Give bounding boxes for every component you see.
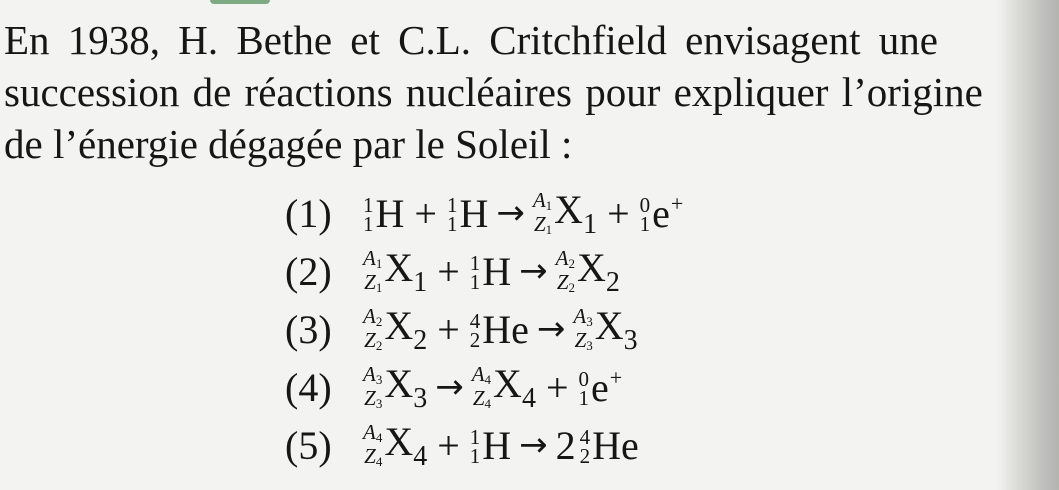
mass-number-value: A (363, 420, 376, 444)
atomic-number-subscript: 4 (375, 454, 383, 469)
nuclide-indices (363, 246, 383, 297)
nuclide (533, 186, 597, 241)
atomic-number-value: 1 (639, 212, 651, 236)
mass-number-value: A (573, 304, 587, 328)
element-symbol (384, 244, 427, 299)
atomic-number-value: Z (364, 270, 376, 294)
atomic-number (556, 270, 575, 297)
atomic-number-value: 1 (578, 386, 589, 410)
atomic-number (446, 212, 458, 236)
atomic-number-value: Z (533, 212, 546, 236)
intro-paragraph (4, 14, 1044, 170)
nuclide (470, 248, 511, 295)
plus-sign: + (607, 190, 630, 236)
nuclide-indices (363, 420, 383, 471)
nuclide (363, 360, 427, 415)
element-symbol (384, 418, 427, 473)
element-subscript: 2 (605, 266, 620, 298)
element-symbol (591, 364, 622, 411)
charge-superscript: + (609, 364, 623, 390)
atomic-number-value: Z (364, 328, 376, 352)
atomic-number-subscript: 1 (375, 280, 383, 295)
mass-number-value: A (363, 246, 376, 270)
reaction-row (285, 242, 1005, 300)
reaction-arrow: → (536, 309, 566, 349)
mass-number-subscript: 3 (375, 372, 383, 387)
mass-number-subscript: 4 (375, 430, 383, 445)
reaction-equation (363, 244, 620, 299)
mass-number-value: 1 (469, 251, 481, 275)
element-symbol-text: H (375, 190, 405, 236)
atomic-number-value: Z (556, 270, 569, 294)
atomic-number-value: Z (364, 386, 376, 410)
element-symbol-text: H (482, 248, 512, 294)
atomic-number-value: 1 (363, 212, 374, 236)
element-symbol-text: X (384, 302, 414, 348)
nuclide (579, 364, 623, 411)
element-symbol (482, 306, 529, 353)
nuclide-indices (469, 425, 481, 468)
atomic-number (472, 386, 492, 413)
atomic-number-value: 2 (469, 328, 481, 352)
atomic-number-subscript: 1 (545, 222, 553, 237)
reaction-number: (4) (285, 364, 332, 410)
mass-number-subscript: 1 (545, 198, 553, 213)
reaction-arrow: → (519, 251, 548, 291)
atomic-number (364, 444, 383, 471)
nuclide (363, 302, 427, 357)
atomic-number (639, 212, 651, 236)
plus-sign: + (414, 190, 437, 236)
nuclide-indices (555, 246, 575, 297)
element-symbol (459, 190, 488, 237)
element-subscript: 2 (413, 324, 428, 356)
mass-number-value: 0 (639, 193, 651, 217)
atomic-number-value: Z (472, 386, 485, 410)
element-symbol-text: X (384, 244, 414, 290)
element-symbol (482, 248, 511, 295)
stoichiometric-coefficient: 2 (555, 422, 576, 468)
element-symbol (384, 360, 427, 415)
paragraph-line: de l’énergie dégagée par le Soleil : (4, 121, 573, 167)
nuclide-indices (579, 425, 591, 468)
plus-sign: + (545, 364, 569, 410)
atomic-number (364, 386, 383, 413)
nuclide-indices (532, 188, 553, 239)
mass-number-subscript: 1 (375, 256, 383, 271)
atomic-number-value: Z (364, 444, 376, 468)
mass-number-value: A (363, 304, 376, 328)
reaction-row (285, 300, 1005, 358)
element-subscript: 1 (413, 266, 428, 298)
nuclide (472, 360, 536, 415)
mass-number-value: A (471, 362, 485, 386)
element-subscript: 3 (413, 382, 428, 414)
atomic-number-subscript: 4 (484, 396, 492, 411)
element-subscript: 1 (583, 208, 598, 240)
element-subscript: 4 (521, 382, 536, 414)
reaction-number: (2) (285, 248, 332, 294)
nuclide (556, 422, 639, 469)
nuclide-indices (469, 251, 481, 294)
mass-number-subscript: 4 (484, 372, 492, 387)
element-symbol (554, 186, 597, 241)
nuclide-indices (446, 193, 458, 236)
nuclide-indices (363, 193, 374, 236)
element-symbol-text: e (652, 190, 670, 236)
nuclide-indices (573, 304, 593, 355)
element-symbol-text: He (592, 422, 639, 468)
atomic-number (579, 444, 591, 468)
mass-number-value: 1 (469, 425, 481, 449)
nuclide-indices (639, 193, 651, 236)
element-symbol (652, 190, 683, 237)
nuclide (573, 302, 637, 357)
mass-number-value: 4 (579, 425, 591, 449)
nuclide (470, 422, 511, 469)
top-decorative-mark (210, 0, 270, 4)
mass-number-subscript: 2 (568, 256, 575, 271)
element-symbol (595, 302, 638, 357)
reaction-arrow: → (496, 193, 525, 233)
reaction-row (285, 416, 1005, 474)
atomic-number (364, 270, 383, 297)
atomic-number-subscript: 3 (375, 396, 383, 411)
reaction-arrow: → (519, 425, 548, 465)
paragraph-line: En 1938, H. Bethe et C.L. Critchfield envisagent une (4, 17, 938, 63)
reaction-number: (1) (285, 190, 332, 236)
element-symbol (482, 422, 511, 469)
reaction-number: (3) (285, 306, 332, 352)
atomic-number (574, 328, 593, 355)
atomic-number (469, 444, 481, 468)
reaction-equation (363, 302, 638, 357)
nuclide (470, 306, 529, 353)
element-subscript: 4 (413, 440, 428, 472)
mass-number-subscript: 2 (375, 314, 383, 329)
nuclide-indices (578, 367, 590, 410)
element-symbol-text: X (493, 360, 522, 406)
reaction-row (285, 184, 1005, 242)
mass-number-subscript: 3 (586, 314, 593, 329)
element-symbol-text: X (594, 302, 624, 348)
nuclide (363, 190, 404, 237)
plus-sign: + (437, 248, 460, 294)
element-symbol-text: X (577, 244, 606, 290)
nuclide-indices (363, 362, 383, 413)
mass-number-value: A (363, 362, 376, 386)
atomic-number-subscript: 3 (586, 338, 593, 353)
element-symbol (376, 190, 405, 237)
reaction-equation (363, 418, 639, 473)
element-subscript: 3 (623, 324, 638, 356)
atomic-number (364, 328, 383, 355)
charge-superscript: + (670, 190, 684, 216)
atomic-number-value: 1 (446, 212, 458, 236)
nuclide (363, 418, 427, 473)
plus-sign: + (437, 422, 460, 468)
atomic-number-value: Z (574, 328, 587, 352)
atomic-number (363, 212, 374, 236)
nuclide-indices (363, 304, 383, 355)
element-symbol-text: e (591, 364, 609, 410)
element-symbol (384, 302, 427, 357)
reaction-equation (363, 360, 622, 415)
atomic-number (469, 270, 481, 294)
mass-number-value: 0 (578, 367, 589, 391)
nuclide (447, 190, 488, 237)
element-symbol-text: H (459, 190, 489, 236)
reaction-arrow: → (435, 367, 464, 407)
element-symbol (493, 360, 536, 415)
atomic-number (469, 328, 481, 352)
mass-number-value: A (555, 246, 569, 270)
element-symbol-text: X (384, 360, 414, 406)
atomic-number-subscript: 2 (568, 280, 575, 295)
element-symbol-text: H (482, 422, 512, 468)
atomic-number-subscript: 2 (375, 338, 383, 353)
reaction-equation (363, 186, 683, 241)
mass-number-value: A (532, 188, 546, 212)
element-symbol (577, 244, 620, 299)
nuclide (556, 244, 620, 299)
atomic-number-value: 1 (469, 444, 481, 468)
plus-sign: + (437, 306, 460, 352)
element-symbol-text: He (482, 306, 529, 352)
mass-number-value: 1 (446, 193, 458, 217)
reaction-list (285, 184, 1005, 474)
reaction-row (285, 358, 1005, 416)
scanned-page-edge (997, 0, 1059, 490)
element-symbol-text: X (384, 418, 414, 464)
element-symbol (592, 422, 639, 469)
mass-number-value: 1 (363, 193, 374, 217)
nuclide-indices (471, 362, 492, 413)
atomic-number-value: 2 (579, 444, 591, 468)
atomic-number (578, 386, 590, 410)
paragraph-line: succession de réactions nucléaires pour expliquer l’origine (4, 69, 983, 115)
mass-number-value: 4 (469, 309, 481, 333)
nuclide-indices (469, 309, 481, 352)
atomic-number (533, 212, 553, 239)
reaction-number: (5) (285, 422, 332, 468)
atomic-number-value: 1 (469, 270, 481, 294)
nuclide (363, 244, 427, 299)
nuclide (640, 190, 684, 237)
element-symbol-text: X (554, 186, 584, 232)
